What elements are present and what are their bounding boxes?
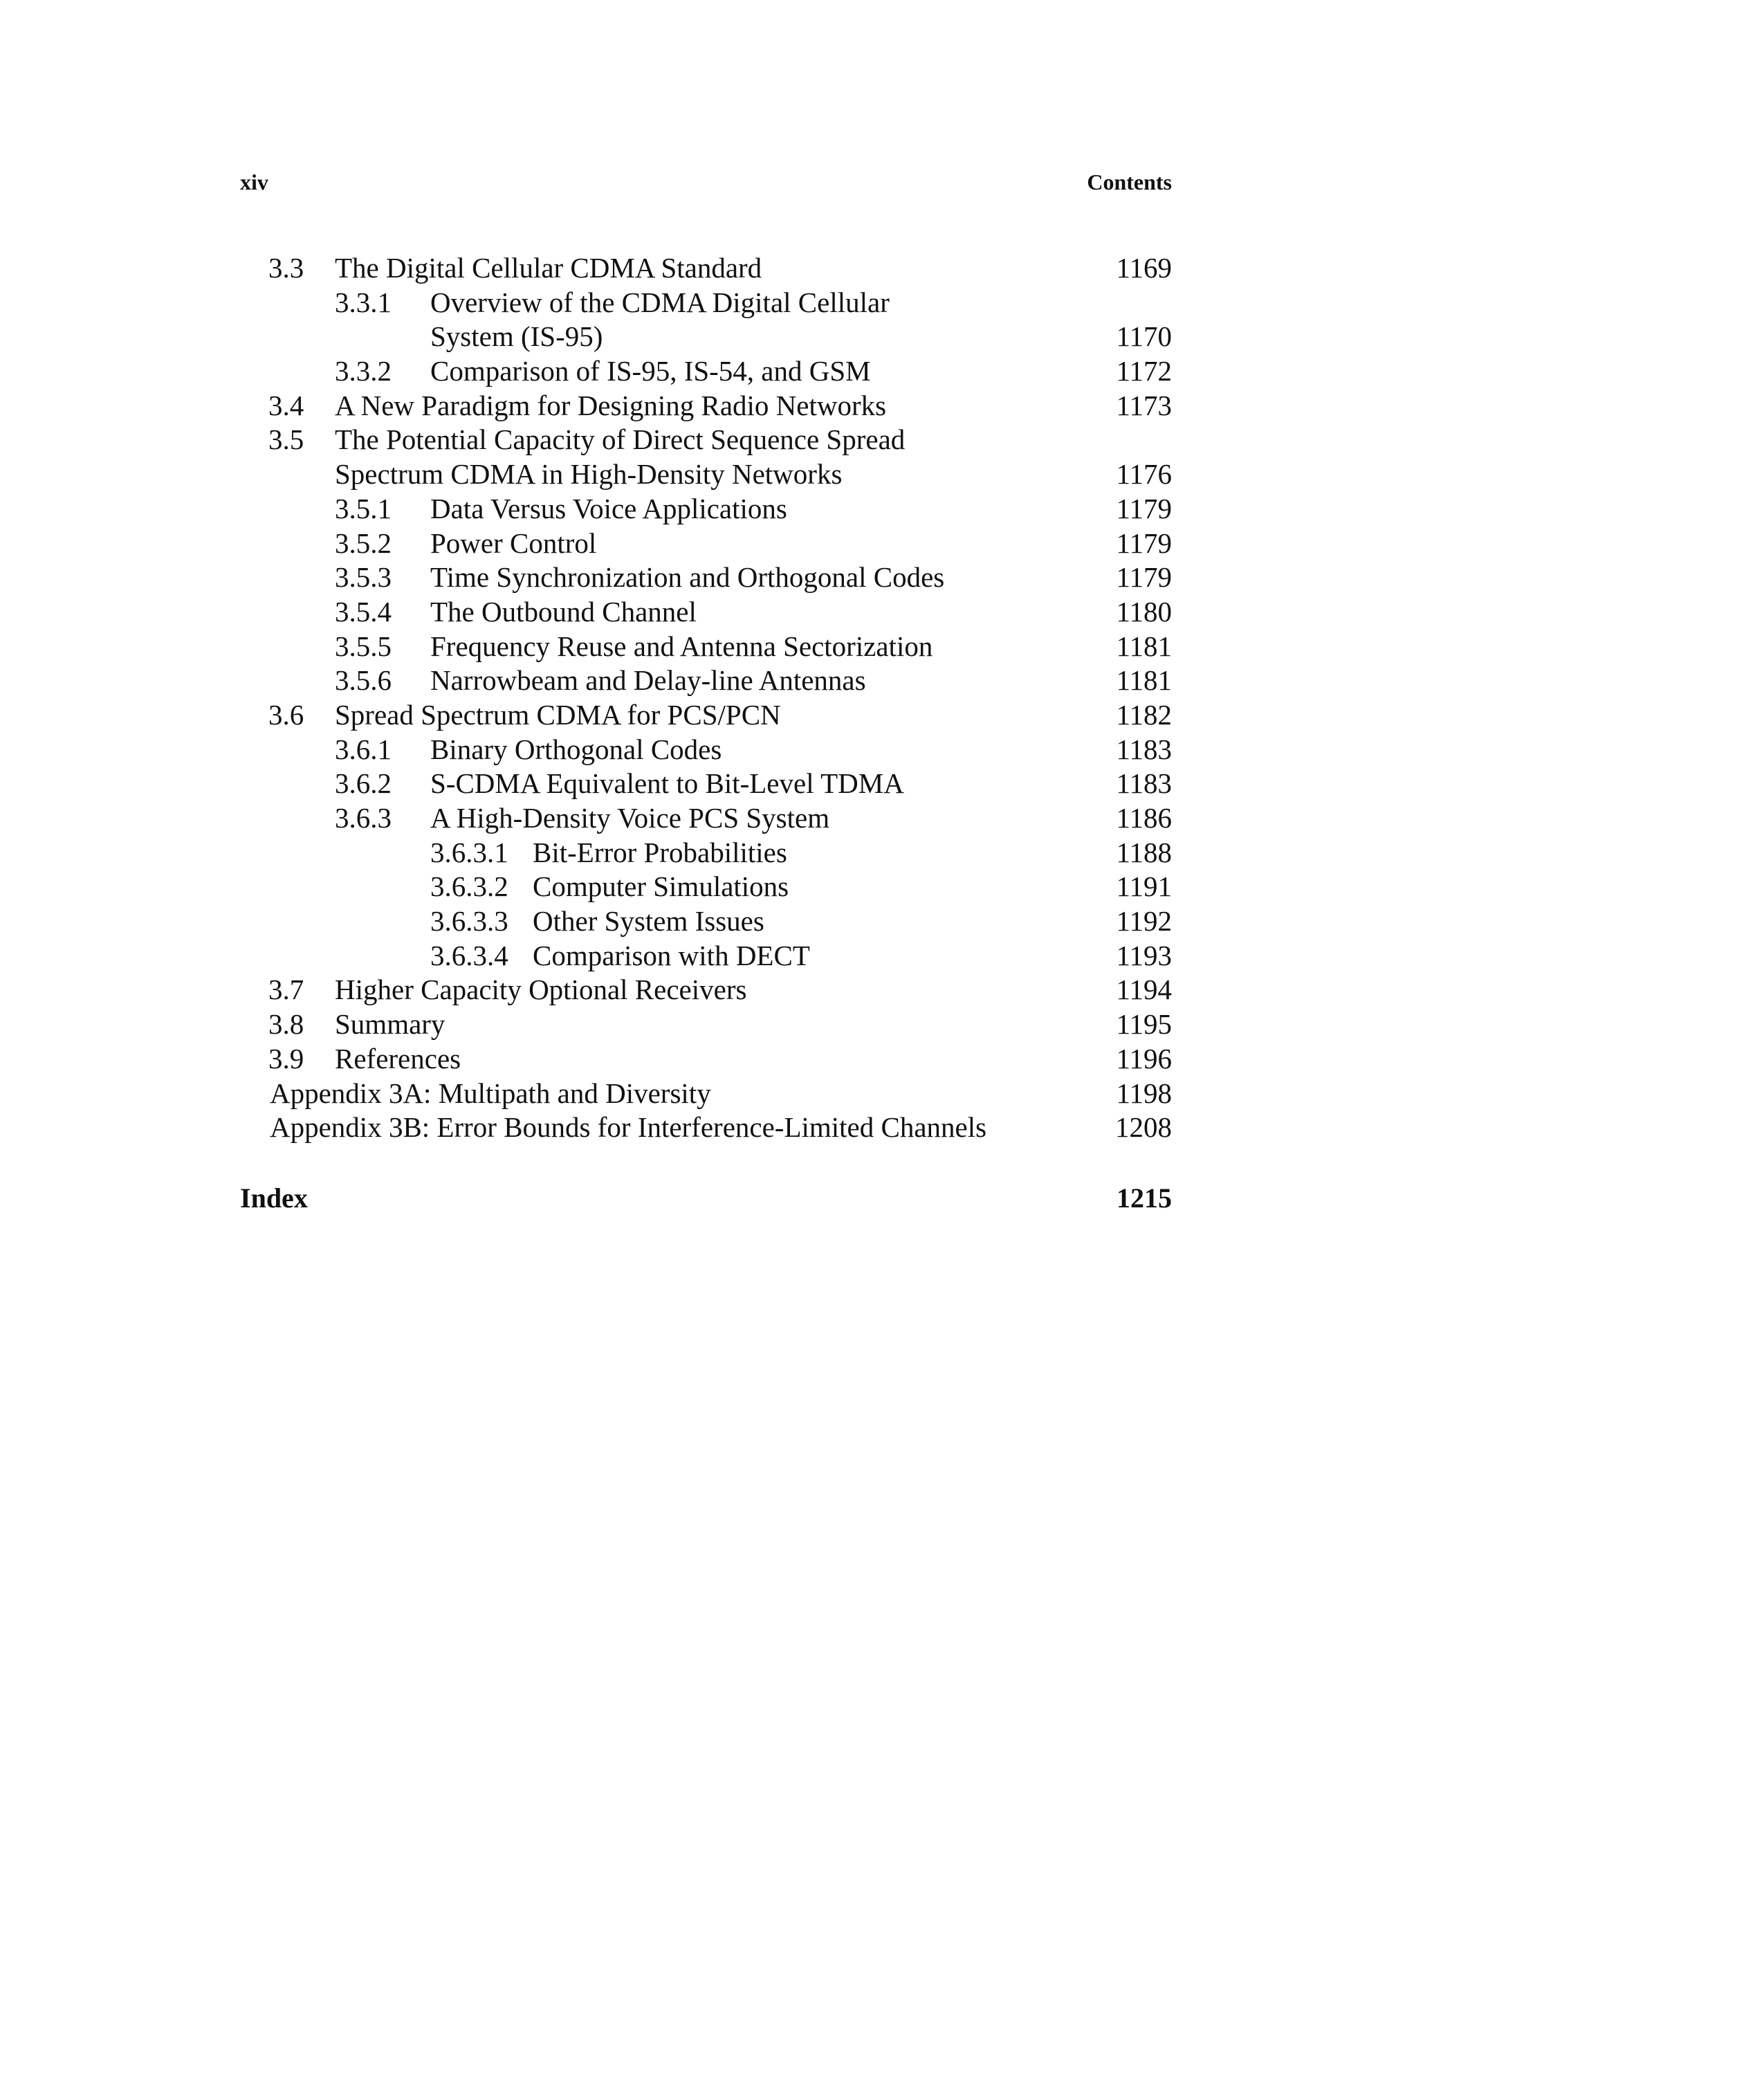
toc-entry[interactable] [240, 939, 1172, 974]
toc-entry-number: 3.6 [268, 698, 304, 731]
toc-entry-title: System (IS-95) [430, 320, 603, 353]
toc-entry-number: 3.6.3.3 [430, 905, 508, 938]
toc-entry-page: 1182 [1116, 698, 1172, 731]
toc-entry-title: Spread Spectrum CDMA for PCS/PCN [335, 698, 781, 731]
toc-entry-title: Summary [335, 1008, 445, 1041]
section-title: Contents [1087, 170, 1172, 194]
toc-entry[interactable] [240, 251, 1172, 286]
toc-entry-page: 1195 [1116, 1008, 1172, 1041]
toc-entry-title: S-CDMA Equivalent to Bit-Level TDMA [430, 767, 904, 800]
toc-entry[interactable] [240, 389, 1172, 423]
toc-entry[interactable] [240, 698, 1172, 733]
toc-entry-number: 3.5.3 [335, 561, 392, 594]
toc-entry[interactable] [240, 630, 1172, 664]
toc-entry-page: 1196 [1116, 1042, 1172, 1075]
toc-entry[interactable] [240, 492, 1172, 527]
toc-entry-number: 3.8 [268, 1008, 304, 1041]
toc-entry-title: Comparison of IS-95, IS-54, and GSM [430, 355, 871, 387]
toc-entry-title: Computer Simulations [533, 870, 789, 903]
toc-entry-page: 1192 [1116, 905, 1172, 938]
toc-entry-number: 3.5.5 [335, 630, 392, 662]
toc-entry[interactable] [240, 904, 1172, 939]
toc-entry-page: 1170 [1116, 320, 1172, 353]
toc-entry-continuation[interactable] [240, 320, 1172, 354]
toc-entry-title: References [335, 1042, 461, 1075]
toc-entry-number: 3.6.3 [335, 802, 392, 834]
toc-entry-number: 3.5 [268, 423, 304, 456]
toc-entry-title: Appendix 3B: Error Bounds for Interference-Limited Channels [270, 1111, 987, 1144]
toc-entry-number: 3.5.1 [335, 492, 392, 524]
toc-entry[interactable] [240, 664, 1172, 698]
toc-entry-number: 3.6.2 [335, 767, 392, 800]
toc-entry-number: 3.3.1 [335, 286, 392, 318]
toc-entry-title: The Outbound Channel [430, 595, 697, 628]
toc-entry-title: Other System Issues [533, 905, 764, 938]
index-page: 1215 [1117, 1182, 1172, 1214]
toc-entry[interactable] [240, 767, 1172, 801]
toc-entry-number: 3.7 [268, 974, 304, 1006]
toc-entry-title: Higher Capacity Optional Receivers [335, 974, 747, 1006]
toc-entry-number: 3.6.3.1 [430, 836, 508, 868]
toc-entry-title: Narrowbeam and Delay-line Antennas [430, 664, 866, 697]
toc-entry-page: 1179 [1116, 561, 1172, 594]
toc-entry-page: 1183 [1116, 767, 1172, 800]
toc-entry[interactable] [240, 595, 1172, 630]
toc-entry-page: 1208 [1115, 1111, 1172, 1144]
toc-entry-page: 1194 [1116, 974, 1172, 1006]
toc-entry-title: Data Versus Voice Applications [430, 492, 787, 524]
toc-entry[interactable] [240, 354, 1172, 389]
toc-entry-number: 3.5.2 [335, 527, 392, 559]
toc-entry-page: 1176 [1116, 458, 1172, 491]
toc-entry[interactable] [240, 1042, 1172, 1077]
toc-entry[interactable] [240, 1007, 1172, 1042]
index-title: Index [240, 1182, 308, 1214]
toc-entry-page: 1172 [1116, 355, 1172, 387]
toc-entry-page: 1169 [1116, 252, 1172, 284]
toc-entry-page: 1191 [1116, 870, 1172, 903]
toc-entry[interactable] [240, 286, 1172, 320]
toc-appendix-entry[interactable] [240, 1077, 1172, 1111]
toc-entry-title: Binary Orthogonal Codes [430, 733, 722, 765]
toc-entry-title: Time Synchronization and Orthogonal Codes [430, 561, 945, 594]
toc-entry[interactable] [240, 801, 1172, 836]
toc-entry-continuation[interactable] [240, 457, 1172, 492]
toc-entry[interactable] [240, 733, 1172, 767]
toc-entry-page: 1193 [1116, 939, 1172, 971]
toc-entry[interactable] [240, 973, 1172, 1007]
toc-entry-page: 1181 [1116, 664, 1172, 697]
toc-entry-title: A High-Density Voice PCS System [430, 802, 830, 834]
toc-entry-title: Spectrum CDMA in High-Density Networks [335, 458, 843, 491]
toc-entry-page: 1179 [1116, 492, 1172, 524]
toc-entry-number: 3.5.4 [335, 595, 392, 628]
toc-index-entry[interactable] [240, 1181, 1172, 1216]
toc-entry[interactable] [240, 870, 1172, 904]
toc-entry-title: Bit-Error Probabilities [533, 836, 787, 868]
toc-entry-number: 3.9 [268, 1042, 304, 1075]
toc-entry-page: 1181 [1116, 630, 1172, 662]
toc-entry-number: 3.3 [268, 252, 304, 284]
toc-entry-page: 1198 [1116, 1077, 1172, 1109]
toc-entry-title: The Digital Cellular CDMA Standard [335, 252, 762, 284]
toc-entry[interactable] [240, 527, 1172, 561]
toc-appendix-entry[interactable] [240, 1111, 1172, 1145]
toc-entry-page: 1180 [1116, 595, 1172, 628]
toc-entry-page: 1186 [1116, 802, 1172, 834]
toc-entry-page: 1179 [1116, 527, 1172, 559]
toc-entry-title: Appendix 3A: Multipath and Diversity [270, 1077, 711, 1109]
toc-entry-title: Frequency Reuse and Antenna Sectorization [430, 630, 933, 662]
toc-entry-page: 1188 [1116, 836, 1172, 868]
toc-entry-number: 3.6.3.2 [430, 870, 508, 903]
table-of-contents [240, 251, 1172, 1145]
toc-entry-number: 3.4 [268, 389, 304, 421]
toc-entry-title: Overview of the CDMA Digital Cellular [430, 286, 890, 318]
toc-entry-page: 1173 [1116, 389, 1172, 421]
toc-entry[interactable] [240, 423, 1172, 457]
toc-entry-title: The Potential Capacity of Direct Sequence Spread [335, 423, 906, 456]
toc-entry-number: 3.3.2 [335, 355, 392, 387]
toc-entry[interactable] [240, 836, 1172, 870]
toc-entry-number: 3.5.6 [335, 664, 392, 697]
toc-entry[interactable] [240, 560, 1172, 595]
toc-entry-page: 1183 [1116, 733, 1172, 765]
toc-entry-title: Comparison with DECT [533, 939, 810, 971]
toc-entry-number: 3.6.3.4 [430, 939, 508, 971]
page-number-label: xiv [240, 170, 268, 194]
toc-entry-title: A New Paradigm for Designing Radio Networks [335, 389, 887, 421]
toc-entry-number: 3.6.1 [335, 733, 392, 765]
toc-entry-title: Power Control [430, 527, 597, 559]
